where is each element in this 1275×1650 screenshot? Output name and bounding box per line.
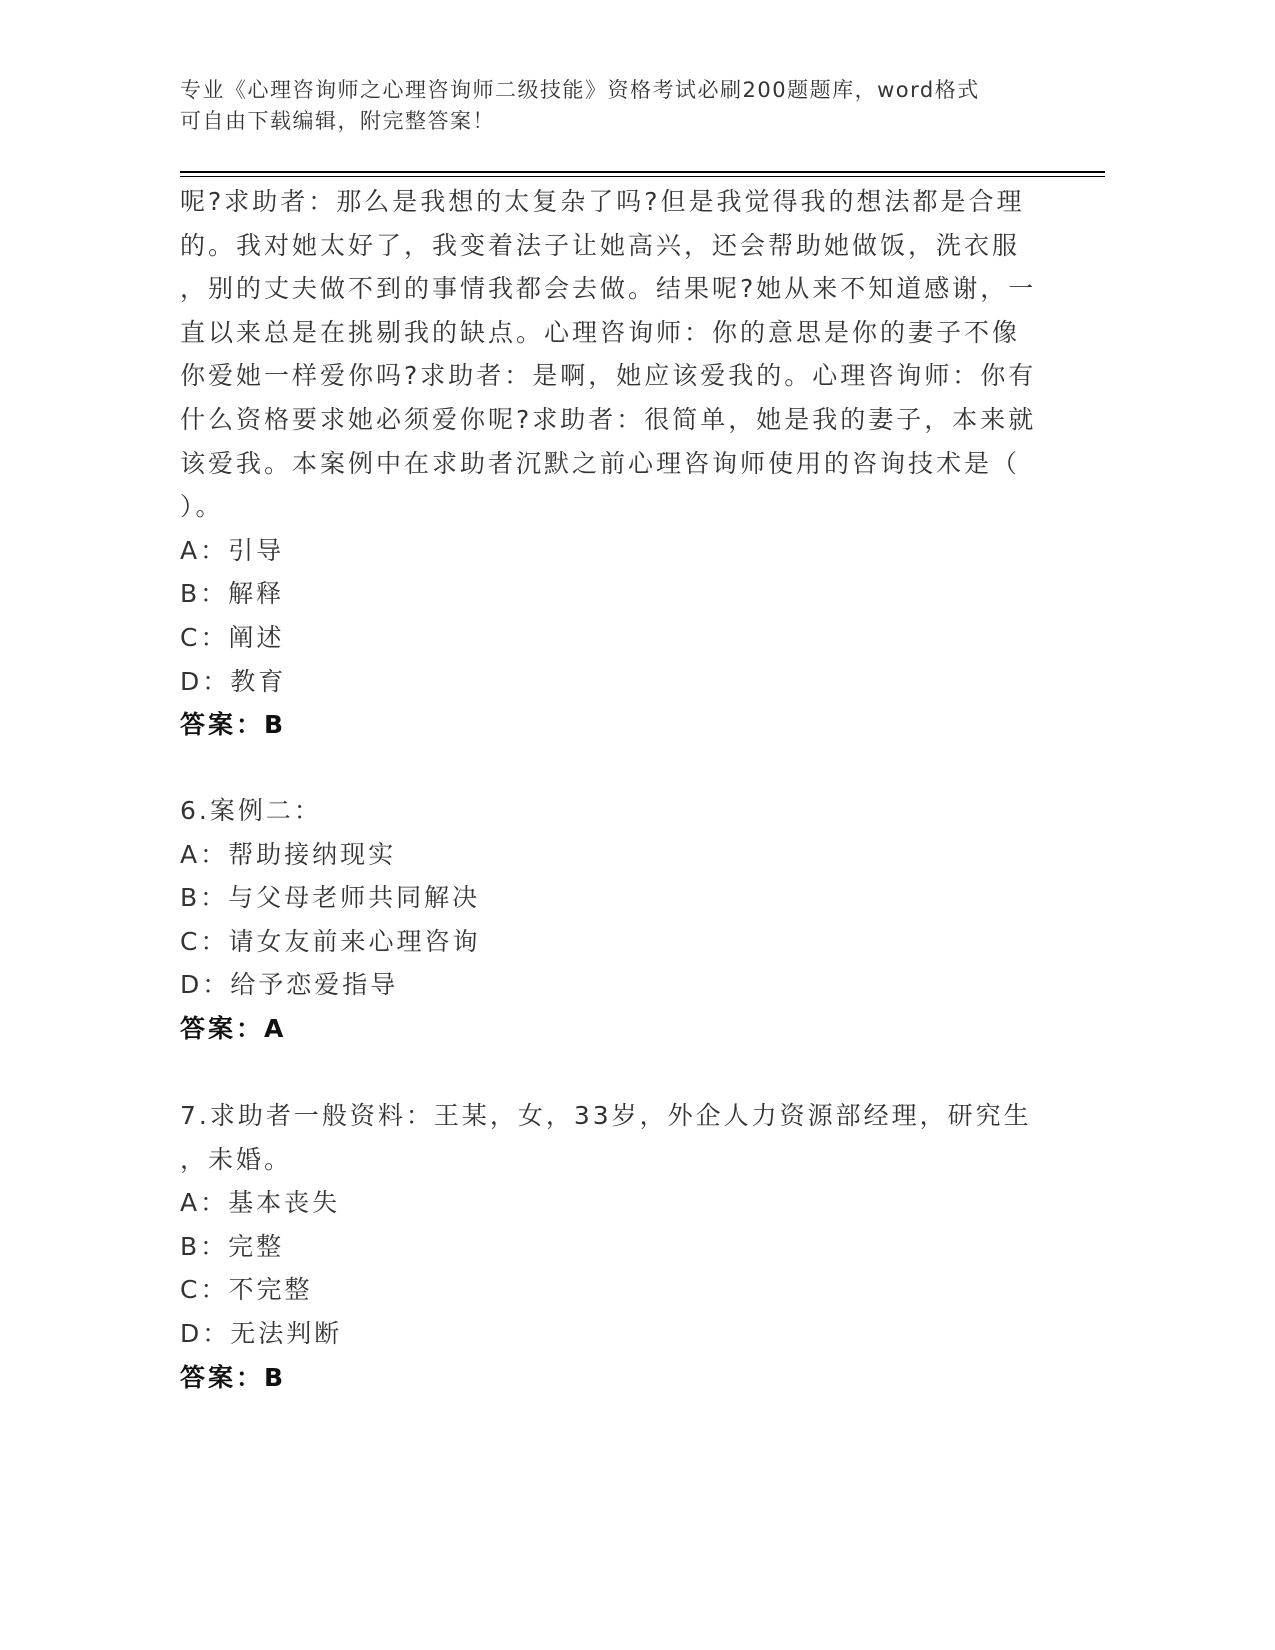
answer-option: B：完整: [180, 1231, 285, 1261]
question-stem-line: 6.案例二：: [180, 796, 322, 825]
answer-option: B：解释: [180, 579, 285, 609]
question-stem-line: 直以来总是在挑剔我的缺点。心理咨询师：你的意思是你的妻子不像: [180, 317, 1021, 347]
question-stem-line: 什么资格要求她必须爱你呢?求助者：很简单，她是我的妻子，本来就: [180, 405, 1037, 434]
answer-option: A：引导: [180, 535, 285, 565]
question-stem-line: 该爱我。本案例中在求助者沉默之前心理咨询师使用的咨询技术是（: [180, 448, 1021, 478]
correct-answer: 答案：A: [180, 1014, 287, 1043]
answer-option: B：与父母老师共同解决: [180, 883, 481, 913]
answer-option: D：教育: [180, 666, 287, 696]
question-stem-line: ，别的丈夫做不到的事情我都会去做。结果呢?她从来不知道感谢，一: [180, 274, 1037, 304]
answer-option: D：无法判断: [180, 1319, 343, 1348]
question-stem-line: 呢?求助者：那么是我想的太复杂了吗?但是我觉得我的想法都是合理: [180, 187, 1025, 216]
question-stem-line: 的。我对她太好了，我变着法子让她高兴，还会帮助她做饭，洗衣服: [180, 230, 1021, 260]
header-line-2: 可自由下载编辑，附完整答案！: [180, 109, 495, 133]
answer-option: D：给予恋爱指导: [180, 970, 399, 1000]
question-stem-line: 7.求助者一般资料：王某，女，33岁，外企人力资源部经理，研究生: [180, 1101, 1032, 1130]
answer-option: C：不完整: [180, 1275, 313, 1305]
header-divider: [180, 171, 1105, 173]
correct-answer: 答案：B: [180, 1362, 287, 1392]
header-line-1: 专业《心理咨询师之心理咨询师二级技能》资格考试必刷200题题库，word格式: [180, 78, 980, 102]
header-divider-thin: [180, 176, 1105, 177]
answer-option: C：请女友前来心理咨询: [180, 926, 481, 956]
answer-option: C：阐述: [180, 623, 285, 652]
answer-option: A：基本丧失: [180, 1188, 341, 1218]
question-stem-line: ）。: [180, 492, 224, 522]
answer-option: A：帮助接纳现实: [180, 839, 397, 869]
question-stem-line: ，未婚。: [180, 1144, 293, 1174]
correct-answer: 答案：B: [180, 710, 287, 740]
question-stem-line: 你爱她一样爱你吗?求助者：是啊，她应该爱我的。心理咨询师：你有: [180, 361, 1037, 391]
